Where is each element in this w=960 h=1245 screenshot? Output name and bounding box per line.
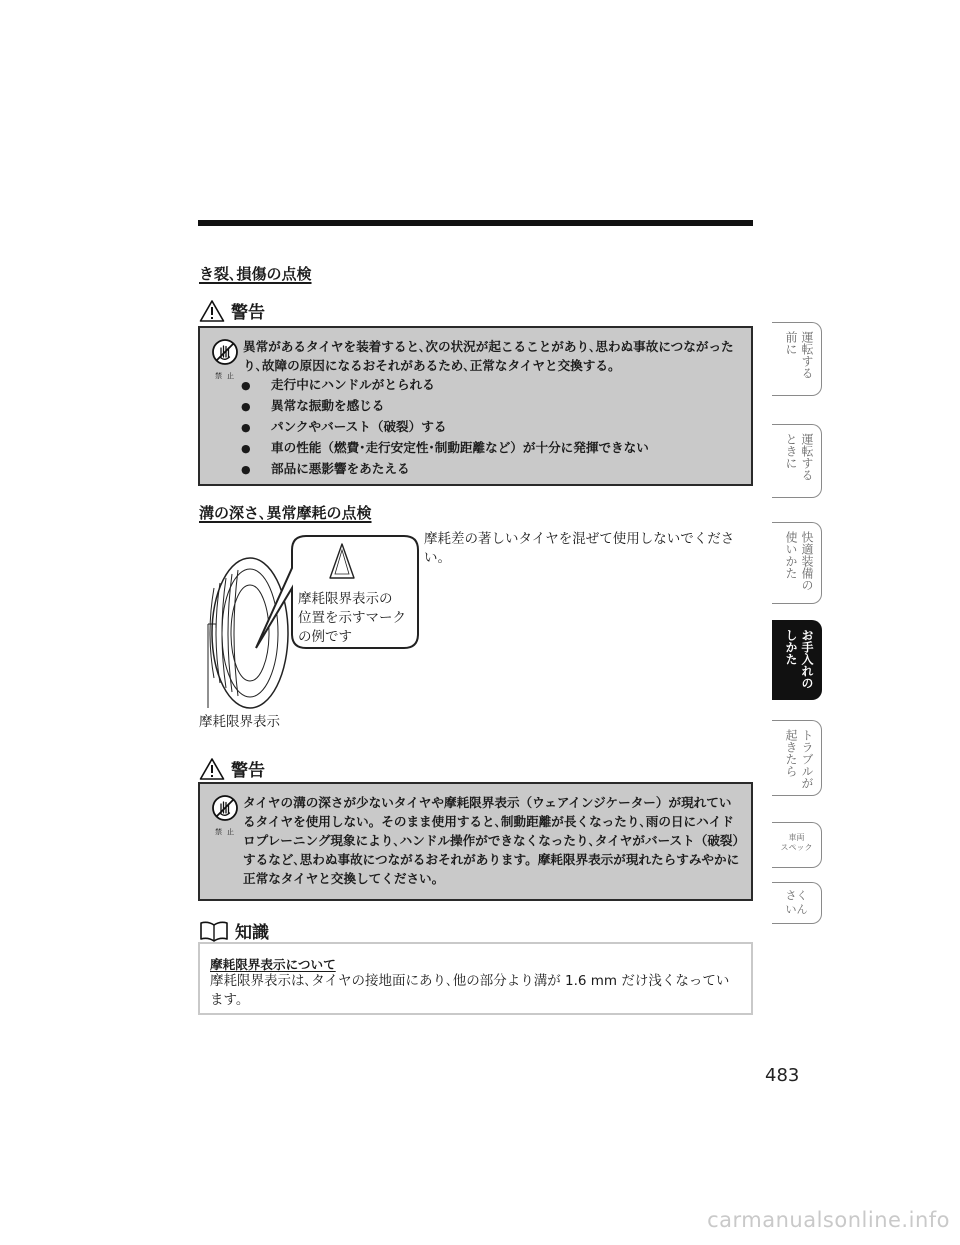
tab-comfort-equipment[interactable]: 快適装備の 使いかた — [772, 522, 822, 604]
knowledge-heading — [199, 918, 269, 943]
tab-when-driving[interactable]: 運転する ときに — [772, 424, 822, 498]
tab-before-driving[interactable]: 運転する 前に — [772, 322, 822, 396]
section-title-tread-depth: 溝の深さ､異常摩耗の点検 — [199, 504, 372, 522]
tab-specs[interactable]: 車両 スペック — [772, 822, 822, 868]
warning-triangle-icon — [199, 757, 225, 781]
tire-outline — [212, 558, 288, 708]
warning-box-tread-depth — [198, 782, 753, 901]
page-number: 483 — [765, 1065, 800, 1086]
tread-description: 摩耗差の著しいタイヤを混ぜて使用しないでください。 — [424, 531, 735, 566]
knowledge-subtitle: 摩耗限界表示について — [210, 957, 336, 972]
warning-triangle-icon — [199, 299, 225, 323]
warning-text: タイヤの溝の深さが少ないタイヤや摩耗限界表示（ウェアインジケーター）が現れているタイヤを使用しない。そのまま使用すると､制動距離が長くなったり､雨の日にハイドロプレーニング現象により､ハンドル操作ができなくなったり､タイヤがバースト（破裂）するなど､思わぬ事故につながるおそれがあります。摩耗限界表示が現れたらすみやかに正常なタイヤと交換してください。 — [243, 795, 740, 886]
header-rule — [198, 220, 753, 226]
prohibit-caption: 禁止 — [215, 372, 239, 380]
list-item: ● パンクやバースト（破裂）する — [241, 419, 447, 434]
warning-heading — [199, 756, 265, 781]
warning-heading — [199, 298, 265, 323]
book-icon — [199, 920, 229, 942]
tab-maintenance[interactable]: お手入れの しかた — [772, 620, 822, 700]
list-item: ● 部品に悪影響をあたえる — [241, 461, 410, 476]
tab-troubleshooting[interactable]: トラブルが 起きたら — [772, 720, 822, 796]
prohibit-caption: 禁止 — [215, 828, 239, 836]
warning-lead-text: 異常があるタイヤを装着すると､次の状況が起こることがあり､思わぬ事故につながったり､故障の原因になるおそれがあるため､正常なタイヤと交換する｡ — [243, 339, 734, 373]
warning-box-tire-damage — [198, 326, 753, 486]
callout-text: 摩耗限界表示の 位置を示すマーク の例です — [298, 591, 406, 645]
no-hand-icon — [211, 338, 239, 366]
knowledge-text: 摩耗限界表示は､タイヤの接地面にあり､他の部分より溝が 1.6 mm だけ浅くなっています。 — [210, 973, 730, 1008]
list-item: ● 車の性能（燃費･走行安定性･制動距離など）が十分に発揮できない — [241, 440, 649, 455]
wear-indicator-label: 摩耗限界表示 — [199, 714, 280, 730]
watermark: carmanualsonline.info — [707, 1208, 950, 1232]
prohibit-mark — [210, 338, 240, 381]
list-item: ● 走行中にハンドルがとられる — [241, 377, 435, 392]
knowledge-box — [198, 942, 753, 1015]
tab-index[interactable]: さく いん — [772, 882, 822, 924]
warning-label: 警告 — [231, 761, 265, 781]
list-item: ● 異常な振動を感じる — [241, 398, 385, 413]
no-hand-icon — [211, 794, 239, 822]
prohibit-mark — [210, 794, 240, 837]
section-title-crack-inspection: き裂､損傷の点検 — [199, 265, 312, 283]
warning-label: 警告 — [231, 303, 265, 323]
warning-bullet-list — [241, 374, 649, 479]
knowledge-label: 知識 — [235, 923, 269, 943]
